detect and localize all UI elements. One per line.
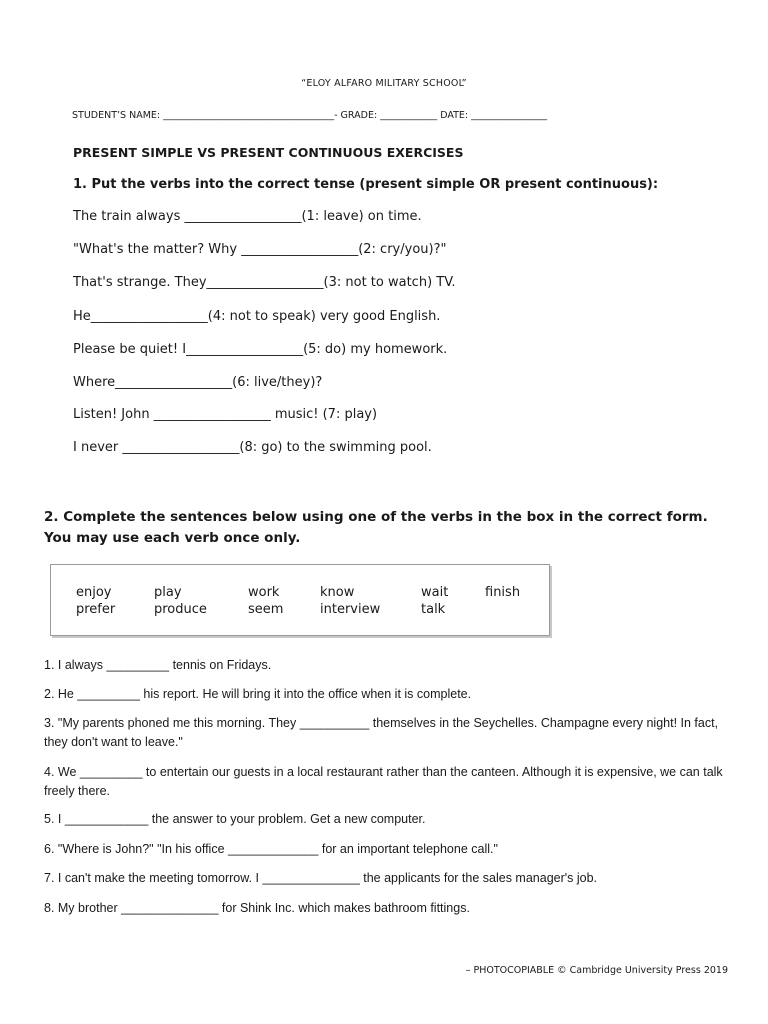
- section1-instruction: 1. Put the verbs into the correct tense (present simple OR present continuous):: [73, 177, 659, 192]
- school-name: “ELOY ALFARO MILITARY SCHOOL”: [301, 78, 467, 89]
- section2-item: 8. My brother ______________ for Shink Inc. which makes bathroom fittings.: [44, 901, 470, 915]
- section1-item: "What's the matter? Why __________________(2: cry/you)?": [73, 242, 447, 257]
- verb-box: [50, 564, 550, 636]
- verb-word: seem: [248, 602, 284, 617]
- verb-word: prefer: [76, 602, 116, 617]
- section2-item: 7. I can't make the meeting tomorrow. I ______________ the applicants for the sales manager's job.: [44, 871, 598, 885]
- section1-item: He__________________(4: not to speak) very good English.: [73, 309, 441, 324]
- verb-word: know: [320, 585, 355, 600]
- section1-item: I never __________________(8: go) to the swimming pool.: [73, 440, 432, 455]
- verb-word: wait: [421, 585, 449, 600]
- verb-word: produce: [154, 602, 207, 617]
- worksheet-title: PRESENT SIMPLE VS PRESENT CONTINUOUS EXERCISES: [73, 145, 464, 160]
- section1-item: Where__________________(6: live/they)?: [73, 375, 323, 390]
- verb-word: play: [154, 585, 182, 600]
- section1-item: The train always __________________(1: leave) on time.: [73, 209, 422, 224]
- section2-item: 6. "Where is John?" "In his office _____________ for an important telephone call.": [44, 842, 498, 856]
- section1-item: Listen! John __________________ music! (7: play): [73, 407, 378, 422]
- section2-item: 3. "My parents phoned me this morning. They __________ themselves in the Seychelles. Champagne every night! In fact, they don't want to leave.": [44, 716, 719, 749]
- section2-item: 4. We _________ to entertain our guests in a local restaurant rather than the canteen. Although it is expensive, we can talk freely there.: [44, 765, 723, 798]
- section2-instruction: 2. Complete the sentences below using one of the verbs in the box in the correct form. You may use each verb once only.: [44, 509, 708, 546]
- section2-item: 2. He _________ his report. He will bring it into the office when it is complete.: [44, 687, 472, 701]
- section1-item: Please be quiet! I__________________(5: do) my homework.: [73, 342, 448, 357]
- verb-word: enjoy: [76, 585, 112, 600]
- verb-word: work: [248, 585, 280, 600]
- copyright-footer: – PHOTOCOPIABLE © Cambridge University Press 2019: [465, 965, 728, 976]
- section1-item: That's strange. They__________________(3: not to watch) TV.: [73, 275, 456, 290]
- verb-word: finish: [485, 585, 521, 600]
- section2-item: 5. I ____________ the answer to your problem. Get a new computer.: [44, 812, 426, 826]
- section2-item: 1. I always _________ tennis on Fridays.: [44, 658, 272, 672]
- verb-word: talk: [421, 602, 446, 617]
- verb-word: interview: [320, 602, 381, 617]
- student-info-line: STUDENT’S NAME: ____________________________________- GRADE: ____________ DATE: ________________: [72, 110, 548, 121]
